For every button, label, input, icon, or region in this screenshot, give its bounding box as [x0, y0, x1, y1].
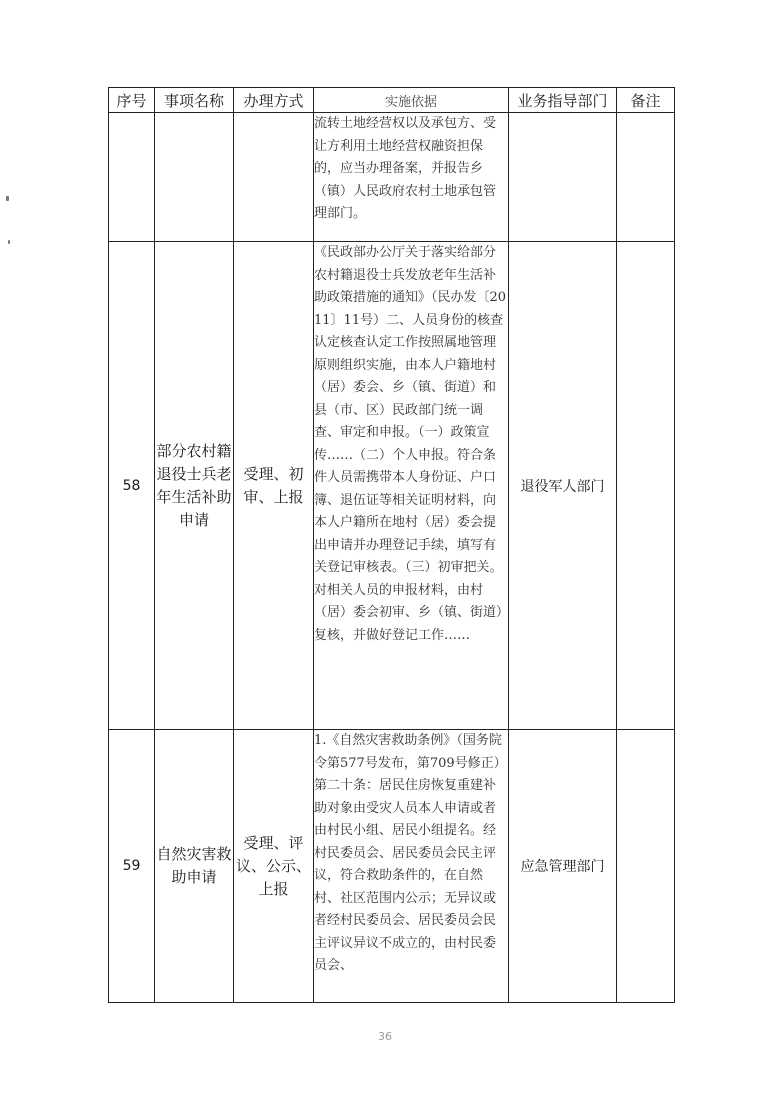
- page-number: 36: [378, 1030, 392, 1043]
- header-name: 事项名称: [155, 88, 234, 113]
- matters-table: [108, 87, 675, 1003]
- cell-dept: 应急管理部门: [509, 730, 617, 1003]
- table-row: [109, 113, 675, 242]
- cell-name: [155, 113, 234, 242]
- header-seq: 序号: [109, 88, 155, 113]
- cell-basis: 《民政部办公厅关于落实给部分农村籍退役士兵发放老年生活补助政策措施的通知》（民办发〔2011〕11号）二、人员身份的核查认定核查认定工作按照属地管理原则组织实施，由本人户籍地村（居）委会、乡（镇、街道）和县（市、区）民政部门统一调查、审定和申报。（一）政策宣传……（二）个人申报。符合条件人员需携带本人身份证、户口簿、退伍证等相关证明材料，向本人户籍所在地村（居）委会提出申请并办理登记手续，填写有关登记审核表。（三）初审把关。对相关人员的申报材料，由村（居）委会初审、乡（镇、街道）复核，并做好登记工作……: [314, 242, 509, 730]
- cell-dept: 退役军人部门: [509, 242, 617, 730]
- header-row: [109, 88, 675, 113]
- cell-dept: [509, 113, 617, 242]
- cell-remark: [617, 113, 675, 242]
- header-dept: 业务指导部门: [509, 88, 617, 113]
- table-row: [109, 730, 675, 1003]
- cell-method: [234, 113, 314, 242]
- cell-name: 自然灾害救助申请: [155, 730, 234, 1003]
- cell-seq: 59: [109, 730, 155, 1003]
- table-row: [109, 242, 675, 730]
- cell-name: 部分农村籍退役士兵老年生活补助申请: [155, 242, 234, 730]
- cell-basis: 流转土地经营权以及承包方、受让方利用土地经营权融资担保的，应当办理备案，并报告乡（镇）人民政府农村土地承包管理部门。: [314, 113, 509, 242]
- cell-remark: [617, 730, 675, 1003]
- cell-remark: [617, 242, 675, 730]
- cell-method: 受理、初审、上报: [234, 242, 314, 730]
- scan-speck: [6, 196, 9, 201]
- header-remark: 备注: [617, 88, 675, 113]
- cell-basis: 1.《自然灾害救助条例》（国务院令第577号发布，第709号修正）第二十条：居民住房恢复重建补助对象由受灾人员本人申请或者由村民小组、居民小组提名。经村民委员会、居民委员会民主评议，符合救助条件的，在自然村、社区范围内公示；无异议或者经村民委员会、居民委员会民主评议异议不成立的，由村民委员会、: [314, 730, 509, 1003]
- header-basis: 实施依据: [314, 88, 509, 113]
- cell-seq: [109, 113, 155, 242]
- scan-speck: [8, 240, 10, 244]
- cell-method: 受理、评议、公示、上报: [234, 730, 314, 1003]
- header-method: 办理方式: [234, 88, 314, 113]
- cell-seq: 58: [109, 242, 155, 730]
